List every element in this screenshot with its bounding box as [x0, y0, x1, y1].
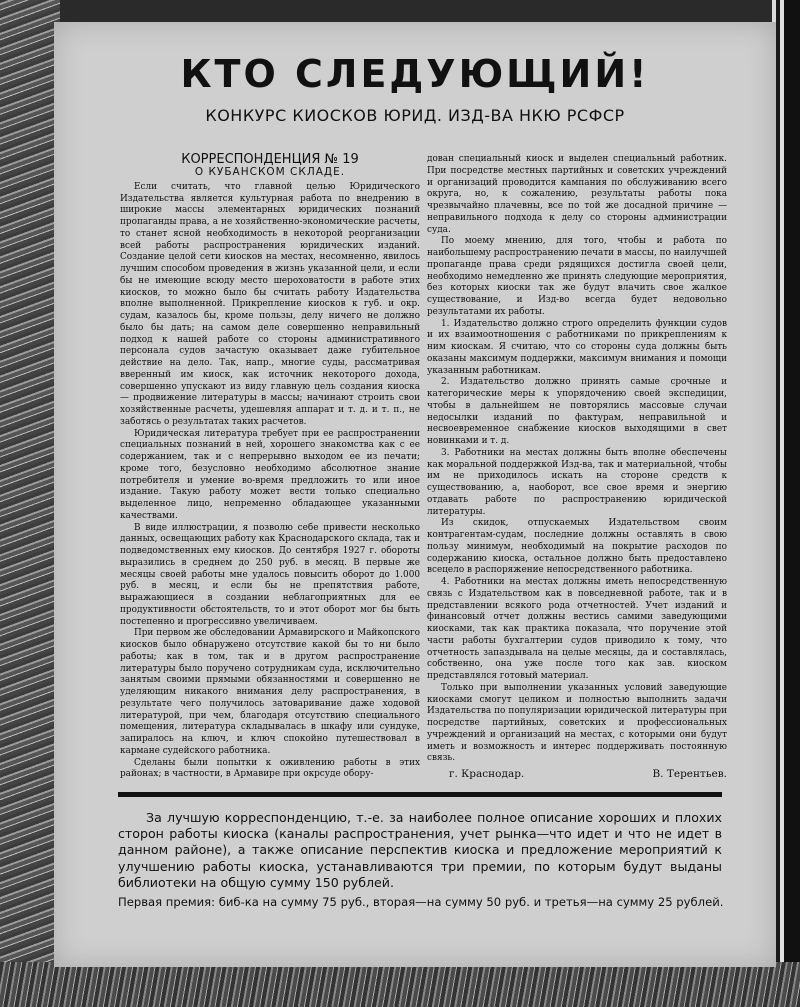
article-signature: В. Терентьев.	[652, 768, 727, 780]
article-paragraph: Сделаны были попытки к оживлению работы в этих районах; в частности, в Армавире при окрсуде обору-	[120, 757, 420, 780]
contest-text: За лучшую корреспонденцию, т.-е. за наиболее полное описание хороших и плохих сторон работы киоска (каналы распространения, учет рынка—что идет и что не идет в данном районе), а также описание перспектив киоска и предложение мероприятий к улучшению работы киоска, устанавливаются три премии, по которым будут выданы библиотеки на общую сумму 150 рублей.	[118, 810, 722, 890]
article-paragraph: При первом же обследовании Армавирского и Майкопского киосков было обнаружено отсутствие какой бы то ни было работы; как в том, так и в другом распространение литературы было поручено сотрудникам суда, исключительно занятым своими прямыми обязанностями и совершенно не уделяющим никакого внимания делу распространения, в результате чего получилось затоваривание даже ходовой литературой, при чем, благодаря отсутствию специального помещения, литература складывалась в шкафу или сундуке, запиралось на ключ, и ключ спокойно путешествовал в кармане судейского работника.	[120, 628, 420, 756]
article-paragraph: В виде иллюстрации, я позволю себе привести несколько данных, освещающих работу как Краснодарского склада, так и подведомственных ему киосков. До сентября 1927 г. обороты выразились в среднем до 250 руб. в месяц. В первые же месяцы своей работы мне удалось повысить оборот до 1.000 руб. в месяц, и если бы не препятствия работе, выражающиеся в создании неблагоприятных для ее продуктивности обстоятельств, то и этот оборот мог бы быть постепенно и прогрессивно увеличиваем.	[120, 522, 420, 627]
contest-prizes: Первая премия: биб-ка на сумму 75 руб., вторая—на сумму 50 руб. и третья—на сумму 25 рублей.	[118, 895, 724, 910]
article-place: г. Краснодар.	[449, 768, 525, 780]
article-paragraph: Юридическая литература требует при ее распространении специальных познаний в ней, хорошего знакомства как с ее содержанием, так и с непрерывно выходом ее из печати; кроме того, безусловно необходимо абсолютное знание потребителя и умение во-время предложить то или иное издание. Такую работу может вести только специально выделенное лицо, непременно обладающее указанными качествами.	[120, 428, 420, 521]
contest-announcement	[118, 810, 722, 910]
article-paragraph: дован специальный киоск и выделен специальный работник. При посредстве местных партийных и советских учреждений и организаций проводится кампания по обслуживанию всего округа, но, к сожалению, результаты работы пока чрезвычайно плачевны, все по той же досадной причине — неправильного подхода к делу со стороны администрации суда.	[427, 154, 727, 235]
page-title: КТО СЛЕДУЮЩИЙ!	[180, 52, 650, 96]
book-binding-right	[772, 0, 800, 1007]
divider-rule	[118, 792, 722, 797]
article-paragraph: 4. Работники на местах должны иметь непосредственную связь с Издательством как в повседневной работе, так и в представлении всякого рода отчетностей. Учет изданий и финансовый отчет должны вестись самими заведующими киосками, так как практика показала, что поручение этой части работы бухгалтерии судов приводило к тому, что отчетность запаздывала на целые месяцы, да и составлялась, собственно, она уже после того как зав. киоском представлялся готовый материал.	[427, 577, 727, 681]
article-heading: КОРРЕСПОНДЕНЦИЯ № 19	[181, 152, 359, 167]
article-paragraph: Из скидок, отпускаемых Издательством своим контрагентам-судам, последние должны оставлять в свою пользу минимум, необходимый на покрытие расходов по содержанию киоска, остальное должно быть предоставлено всецело в распоряжение непосредственного работника.	[427, 518, 727, 576]
book-binding-bottom	[0, 962, 800, 1007]
article-column-right	[427, 154, 727, 781]
article-paragraph: 3. Работники на местах должны быть вполне обеспечены как моральной поддержкой Изд-ва, так и материальной, чтобы им не приходилось искать на стороне средств к существованию, а, наоборот, все свое время и энергию отдавать работе по распространению юридической литературы.	[427, 447, 727, 517]
article-paragraph: 1. Издательство должно строго определить функции судов и их взаимоотношения с работниками по прикреплениям к ним киоскам. Я считаю, что со стороны суда должны быть оказаны максимум поддержки, максимум внимания и помощи указанным работникам.	[427, 318, 727, 376]
signature-row	[427, 769, 727, 781]
article-column-left	[120, 152, 420, 781]
article-paragraph: Если считать, что главной целью Юридического Издательства является культурная работа по внедрению в широкие массы элементарных юридических познаний пропаганды права, а не хозяйственно-экономические расчеты, то станет ясной необходимость в некоторой реорганизации всей работы распространения юридических изданий. Создание целой сети киосков на местах, несомненно, явилось лучшим способом проведения в жизнь указанной цели, и если бы не имеющие всюду место шероховатости в работе этих киосков, то можно было бы считать работу Издательства вполне выполненной. Прикрепление киосков к губ. и окр. судам, казалось бы, кроме пользы, делу ничего не должно было бы дать; на самом деле совершенно неправильный подход к нашей работе со стороны административного персонала судов зачастую оказывает даже губительное действие на дело. Так, напр., многие суды, рассматривая вверенный им киоск, как источник некоторого дохода, совершенно упускают из виду главную цель создания киоска — продвижение литературы в массы; начинают строить свои хозяйственные расчеты, удешевляя аппарат и т. д. и т. п., не заботясь о результатах таких расчетов.	[120, 181, 420, 427]
article-paragraph: По моему мнению, для того, чтобы и работа по наибольшему распространению печати в массы, по наилучшей пропаганде права среди рядящихся достигла своей цели, необходимо немедленно же принять следующие мероприятия, без которых киоски так же будут влачить свое жалкое существование, и Изд-во всегда будет недовольно результатами их работы.	[427, 236, 727, 317]
article-paragraph: 2. Издательство должно принять самые срочные и категорические меры к упорядочению своей экспедиции, чтобы в дальнейшем не повторялись массовые случаи недосылки изданий по фактурам, неправильной и несвоевременное снабжение киосков выходящими в свет новинками и т. д.	[427, 377, 727, 446]
page-subtitle: КОНКУРС КИОСКОВ ЮРИД. ИЗД-ВА НКЮ РСФСР	[205, 106, 625, 125]
book-binding-left	[0, 0, 60, 1007]
article-subheading: О КУБАНСКОМ СКЛАДЕ.	[194, 166, 346, 178]
article-paragraph: Только при выполнении указанных условий заведующие киосками смогут целиком и полностью выполнить задачи Издательства по популяризации юридической литературы при посредстве партийных, советских и профессиональных учреждений и организаций на местах, с которыми они будут иметь и возможность и интерес поддерживать постоянную связь.	[427, 682, 727, 764]
document-page	[54, 22, 776, 967]
